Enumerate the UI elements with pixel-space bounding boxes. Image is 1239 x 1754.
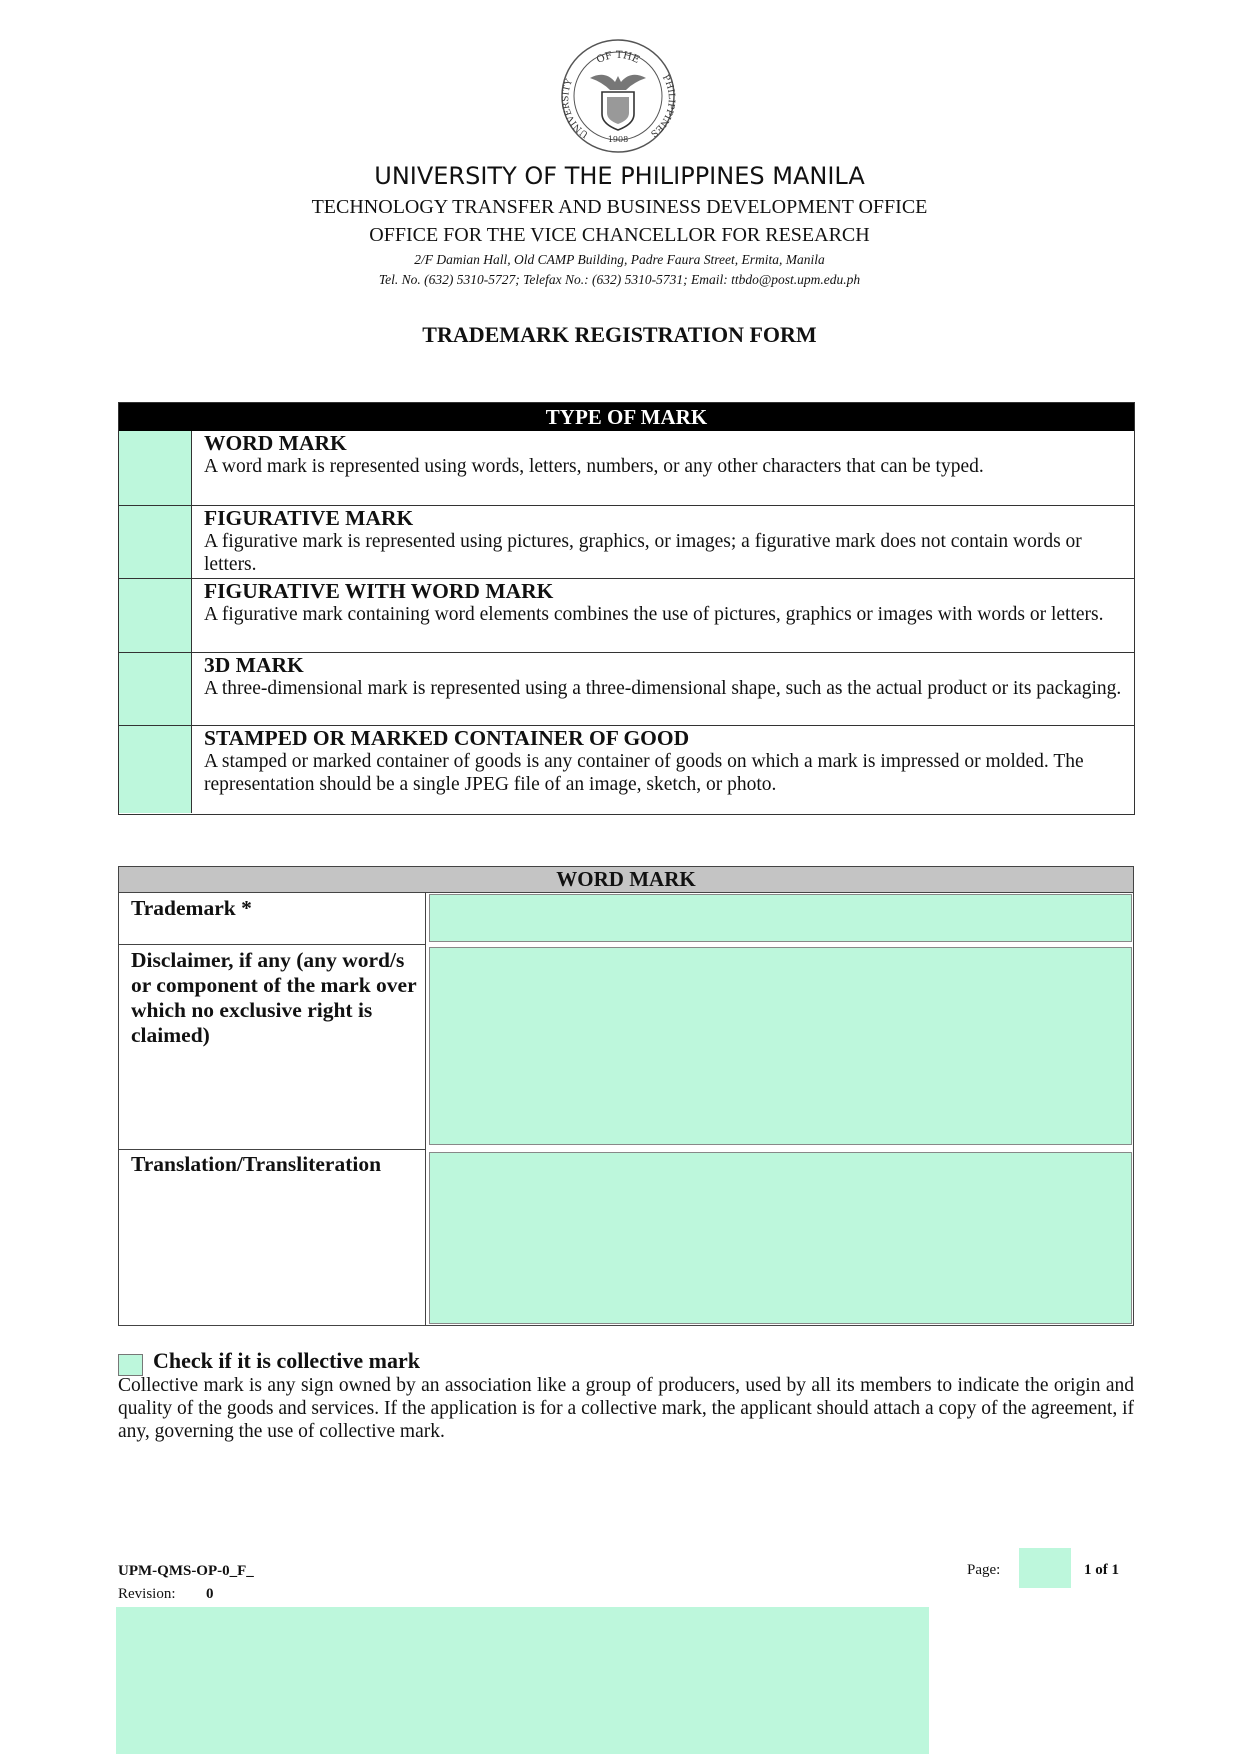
mark-option-title: FIGURATIVE WITH WORD MARK [204, 579, 554, 603]
revision-value: 0 [206, 1586, 214, 1602]
disclaimer-field[interactable] [429, 947, 1132, 1145]
mark-option-row [119, 431, 1134, 505]
collective-mark-label: Check if it is collective mark [153, 1348, 420, 1373]
word-mark-heading: WORD MARK [119, 867, 1133, 893]
3d-mark-checkbox[interactable] [119, 653, 192, 725]
type-of-mark-heading: TYPE OF MARK [119, 403, 1134, 431]
mark-option-description: A stamped or marked container of goods is any container of goods on which a mark is impressed or molded. The representation should be a single JPEG file of an image, sketch, or photo. [204, 751, 1084, 795]
page-label: Page: [967, 1562, 1001, 1578]
mark-option-description: A three-dimensional mark is represented using a three-dimensional shape, such as the actual product or its packaging. [204, 678, 1122, 699]
seal-year: 1908 [607, 135, 629, 144]
document-code: UPM-QMS-OP-0_F_ [118, 1563, 254, 1579]
mark-option-row [119, 578, 1134, 652]
mark-option-row [119, 725, 1134, 813]
page-field[interactable] [1019, 1548, 1071, 1588]
figurative-word-mark-checkbox[interactable] [119, 579, 192, 652]
mark-option-description: A figurative mark containing word elements combines the use of pictures, graphics or images with words or letters. [204, 604, 1104, 625]
university-name: UNIVERSITY OF THE PHILIPPINES MANILA [374, 162, 865, 190]
collective-mark-description: Collective mark is any sign owned by an association like a group of producers, used by all its members to indicate the origin and quality of the goods and services. If the application is for a collective mark, the applicant should attach a copy of the agreement, if any, governing the use of collective mark. [118, 1375, 1134, 1442]
seal-left-text: UNIVERSITY [561, 77, 591, 140]
word-mark-table [118, 866, 1134, 1326]
disclaimer-label: Disclaimer, if any (any word/s or component of the mark over which no exclusive right is claimed) [131, 948, 417, 1047]
mark-option-description: A word mark is represented using words, letters, numbers, or any other characters that can be typed. [204, 456, 984, 477]
seal-right-text: PHILIPPINES [648, 73, 676, 139]
mark-option-title: FIGURATIVE MARK [204, 506, 414, 530]
vice-chancellor-office: OFFICE FOR THE VICE CHANCELLOR FOR RESEARCH [369, 224, 870, 246]
translation-field[interactable] [429, 1152, 1132, 1324]
mark-option-title: STAMPED OR MARKED CONTAINER OF GOOD [204, 726, 690, 750]
mark-option-row [119, 505, 1134, 578]
form-title: TRADEMARK REGISTRATION FORM [422, 322, 817, 347]
translation-label: Translation/Transliteration [131, 1152, 382, 1176]
form-field-block[interactable] [116, 1607, 929, 1754]
page-number: 1 of 1 [1084, 1562, 1119, 1578]
trademark-label: Trademark * [131, 896, 252, 920]
mark-option-row [119, 652, 1134, 725]
trademark-field[interactable] [429, 894, 1132, 942]
revision-label: Revision: [118, 1586, 176, 1602]
type-of-mark-table [118, 402, 1135, 815]
figurative-mark-checkbox[interactable] [119, 506, 192, 578]
university-seal [560, 38, 676, 154]
word-mark-checkbox[interactable] [119, 431, 192, 505]
mark-option-title: WORD MARK [204, 431, 347, 455]
collective-mark-checkbox[interactable] [118, 1354, 143, 1376]
seal-top-text: OF THE [595, 49, 642, 66]
office-name: TECHNOLOGY TRANSFER AND BUSINESS DEVELOPMENT OFFICE [311, 196, 928, 218]
stamped-container-checkbox[interactable] [119, 726, 192, 813]
mark-option-description: A figurative mark is represented using pictures, graphics, or images; a figurative mark does not contain words or letters. [204, 531, 1082, 575]
address: 2/F Damian Hall, Old CAMP Building, Padre Faura Street, Ermita, Manila [414, 252, 825, 267]
contact-info: Tel. No. (632) 5310-5727; Telefax No.: (632) 5310-5731; Email: ttbdo@post.upm.edu.ph [378, 272, 861, 287]
mark-option-title: 3D MARK [204, 653, 304, 677]
